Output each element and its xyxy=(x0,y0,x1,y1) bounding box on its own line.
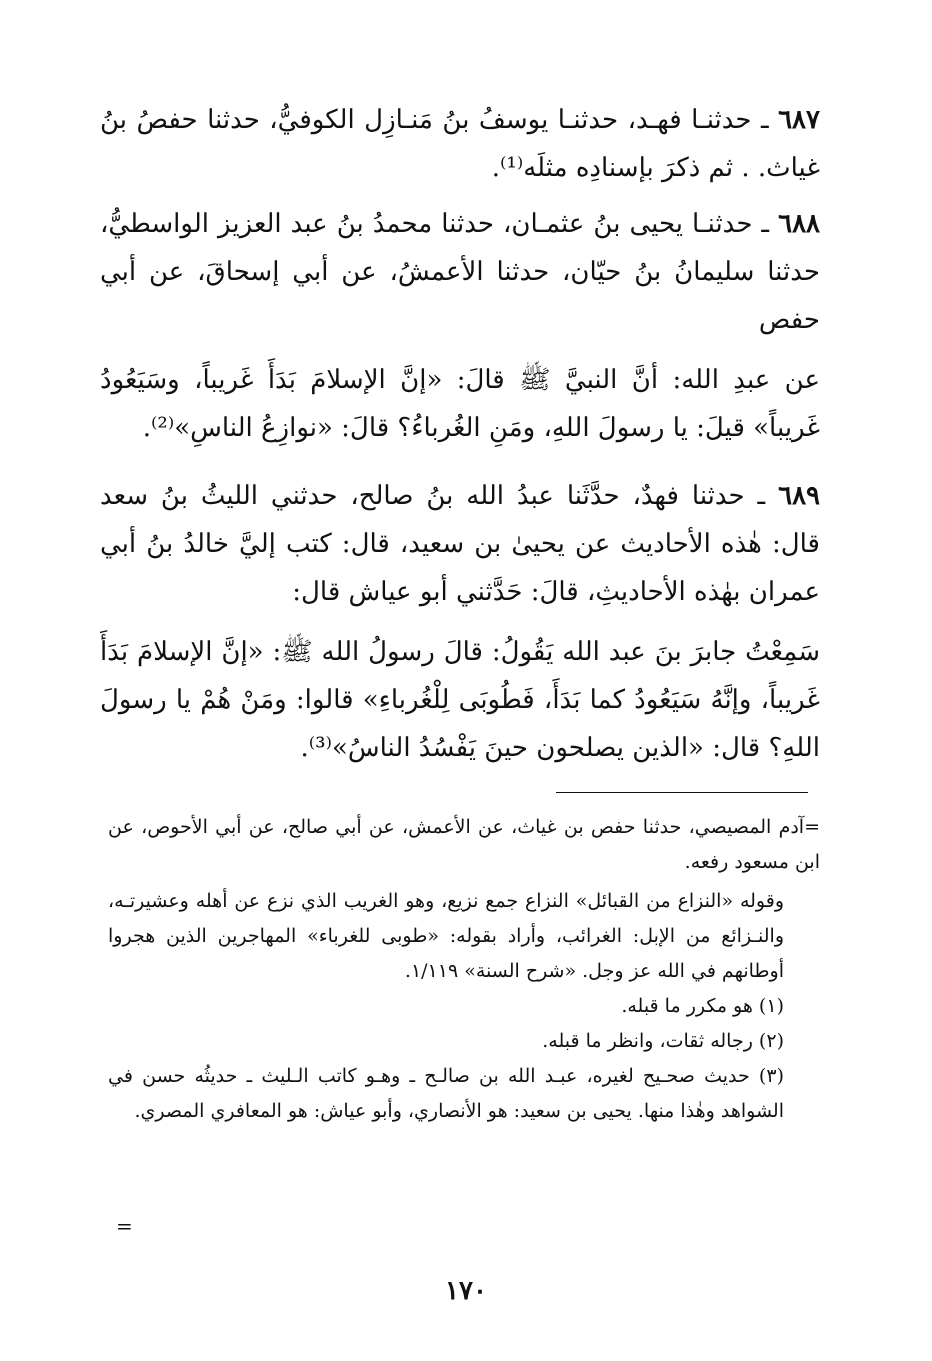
footnote-3: (٣) حديث صحـيح لغيره، عبـد الله بن صالـح ـ وهـو كاتب الـليث ـ حديثُه حسن في الشواهد وهٰذا منها. يحيى بن سعيد: هو الأنصاري، وأبو عياش: هو المعافري المصري. xyxy=(108,1065,784,1122)
hadith-number: ٦٨٨ xyxy=(778,209,821,239)
isnad-text: ـ حدثنا فهدٌ، حدَّثَنا عبدُ الله بنُ صالح، حدثني الليثُ بنُ سعد قال: هٰذه الأحاديث عن يحيىٰ بن سعيد، قال: كتب إليَّ خالدُ بنُ أبي عمران بهٰذه الأحاديثِ، قالَ: حَدَّثني أبو عياش قال: xyxy=(100,481,820,607)
footnote-continues-mark: = xyxy=(116,1214,133,1238)
footnote-explanation: وقوله «النزاع من القبائل» النزاع جمع نزيع، وهو الغريب الذي نزع عن أهله وعشيرتـه، والنـزائع من الإبل: الغرائب، وأراد بقوله: «طوبى للغرباء» المهاجرين الذين هجروا أوطانهم في الله عز وجل. «شرح السنة» ١/١١٩. xyxy=(108,890,784,982)
matn-text: سَمِعْتُ جابرَ بنَ عبد الله يَقُولُ: قالَ رسولُ الله ﷺ: «إنَّ الإسلامَ بَدَأَ غَريباً، وإنَّهُ سَيَعُودُ كما بَدَأَ، فَطُوبَى لِلْغُرباءِ» قالوا: ومَنْ هُمْ يا رسولَ اللهِ؟ قال: «الذين يصلحون حينَ يَفْسُدُ الناسُ»⁽³⁾. xyxy=(100,637,820,763)
hadith-688 xyxy=(100,200,820,452)
footnotes xyxy=(108,810,820,1129)
isnad-text: ـ حدثنـا يحيى بنُ عثمـان، حدثنا محمدُ بنُ عبد العزيز الواسطيُّ، حدثنا سليمانُ بنُ حيّان، حدثنا الأعمشُ، عن أبي إسحاقَ، عن أبي حفص xyxy=(100,209,820,335)
hadith-689 xyxy=(100,472,820,772)
hadith-number: ٦٨٧ xyxy=(778,105,820,135)
hadith-687 xyxy=(100,96,820,192)
footnote-continuation: =آدم المصيصي، حدثنا حفص بن غياث، عن الأعمش، عن أبي صالح، عن أبي الأحوص، عن ابن مسعود رفعه. xyxy=(108,816,820,873)
hadith-number: ٦٨٩ xyxy=(778,481,821,511)
footnote-2: (٢) رجاله ثقات، وانظر ما قبله. xyxy=(542,1030,784,1052)
footnote-1: (١) هو مكرر ما قبله. xyxy=(621,995,784,1017)
page-number: ١٧٠ xyxy=(445,1276,487,1306)
hadith-text: ـ حدثنـا فهـد، حدثنـا يوسفُ بنُ مَنـازِل الكوفيُّ، حدثنا حفصُ بنُ غياث. . ثم ذكرَ بإسنادِه مثلَه⁽¹⁾. xyxy=(100,105,820,183)
matn-text: عن عبدِ الله: أنَّ النبيَّ ﷺ قالَ: «إنَّ الإسلامَ بَدَأَ غَريباً، وسَيَعُودُ غَريباً» قيلَ: يا رسولَ اللهِ، ومَنِ الغُرباءُ؟ قالَ: «نوازِعُ الناسِ»⁽²⁾. xyxy=(100,365,820,443)
footnote-separator xyxy=(556,792,808,793)
